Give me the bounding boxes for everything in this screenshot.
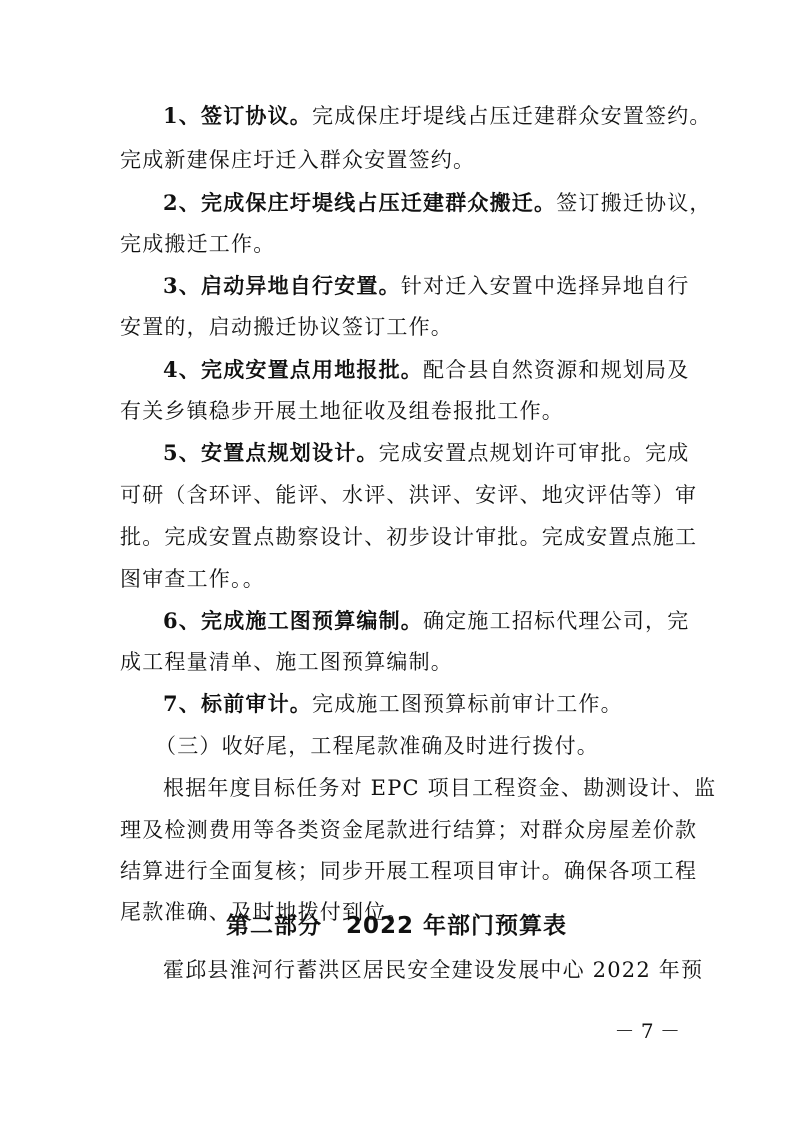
item-1-heading: 1、签订协议。 bbox=[163, 103, 313, 128]
section-3-line-1: 根据年度目标任务对 EPC 项目工程资金、勘测设计、监 bbox=[163, 776, 717, 800]
item-6-heading: 6、完成施工图预算编制。 bbox=[163, 608, 424, 633]
item-3-line-1 bbox=[163, 271, 690, 301]
part-2-title: 第二部分 2022 年部门预算表 bbox=[225, 913, 568, 939]
item-5-line-3: 批。完成安置点勘察设计、初步设计审批。完成安置点施工 bbox=[120, 525, 698, 549]
item-5-heading: 5、安置点规划设计。 bbox=[163, 440, 379, 465]
item-3-line-2: 安置的，启动搬迁协议签订工作。 bbox=[120, 315, 453, 339]
item-7-heading: 7、标前审计。 bbox=[163, 691, 313, 716]
item-4-text: 配合县自然资源和规划局及 bbox=[423, 358, 690, 382]
item-5-text: 完成安置点规划许可审批。完成 bbox=[378, 441, 690, 465]
item-6-line-1 bbox=[163, 606, 690, 636]
item-4-line-2: 有关乡镇稳步开展土地征收及组卷报批工作。 bbox=[120, 399, 564, 423]
item-3-heading: 3、启动异地自行安置。 bbox=[163, 273, 401, 298]
item-6-text: 确定施工招标代理公司，完 bbox=[423, 609, 690, 633]
item-3-text: 针对迁入安置中选择异地自行 bbox=[400, 274, 690, 298]
item-5-line-4: 图审查工作。。 bbox=[120, 567, 265, 591]
item-1-line-1 bbox=[163, 101, 712, 131]
item-4-line-1 bbox=[163, 355, 690, 385]
item-5-line-2: 可研（含环评、能评、水评、洪评、安评、地灾评估等）审 bbox=[120, 483, 698, 507]
section-3-line-3: 结算进行全面复核；同步开展工程项目审计。确保各项工程 bbox=[120, 859, 698, 883]
item-1-text: 完成保庄圩堤线占压迁建群众安置签约。 bbox=[312, 104, 712, 128]
item-6-line-2: 成工程量清单、施工图预算编制。 bbox=[120, 650, 453, 674]
section-3-line-2: 理及检测费用等各类资金尾款进行结算；对群众房屋差价款 bbox=[120, 818, 698, 842]
item-5-line-1 bbox=[163, 438, 690, 468]
item-2-text: 签订搬迁协议， bbox=[556, 191, 712, 215]
item-7-line-1 bbox=[163, 689, 680, 719]
item-7-text: 完成施工图预算标前审计工作。 bbox=[312, 692, 623, 716]
section-3-line-4: 尾款准确、及时地拨付到位。 bbox=[120, 900, 409, 924]
section-3-title: （三）收好尾，工程尾款准确及时进行拨付。 bbox=[155, 734, 599, 758]
item-2-heading: 2、完成保庄圩堤线占压迁建群众搬迁。 bbox=[163, 190, 557, 215]
item-1-line-2: 完成新建保庄圩迁入群众安置签约。 bbox=[120, 148, 476, 172]
item-4-heading: 4、完成安置点用地报批。 bbox=[163, 357, 424, 382]
item-2-line-2: 完成搬迁工作。 bbox=[120, 232, 276, 256]
part-2-intro: 霍邱县淮河行蓄洪区居民安全建设发展中心 2022 年预 bbox=[163, 958, 704, 982]
item-2-line-1 bbox=[163, 188, 712, 218]
page-number: － 7 － bbox=[614, 1019, 680, 1043]
